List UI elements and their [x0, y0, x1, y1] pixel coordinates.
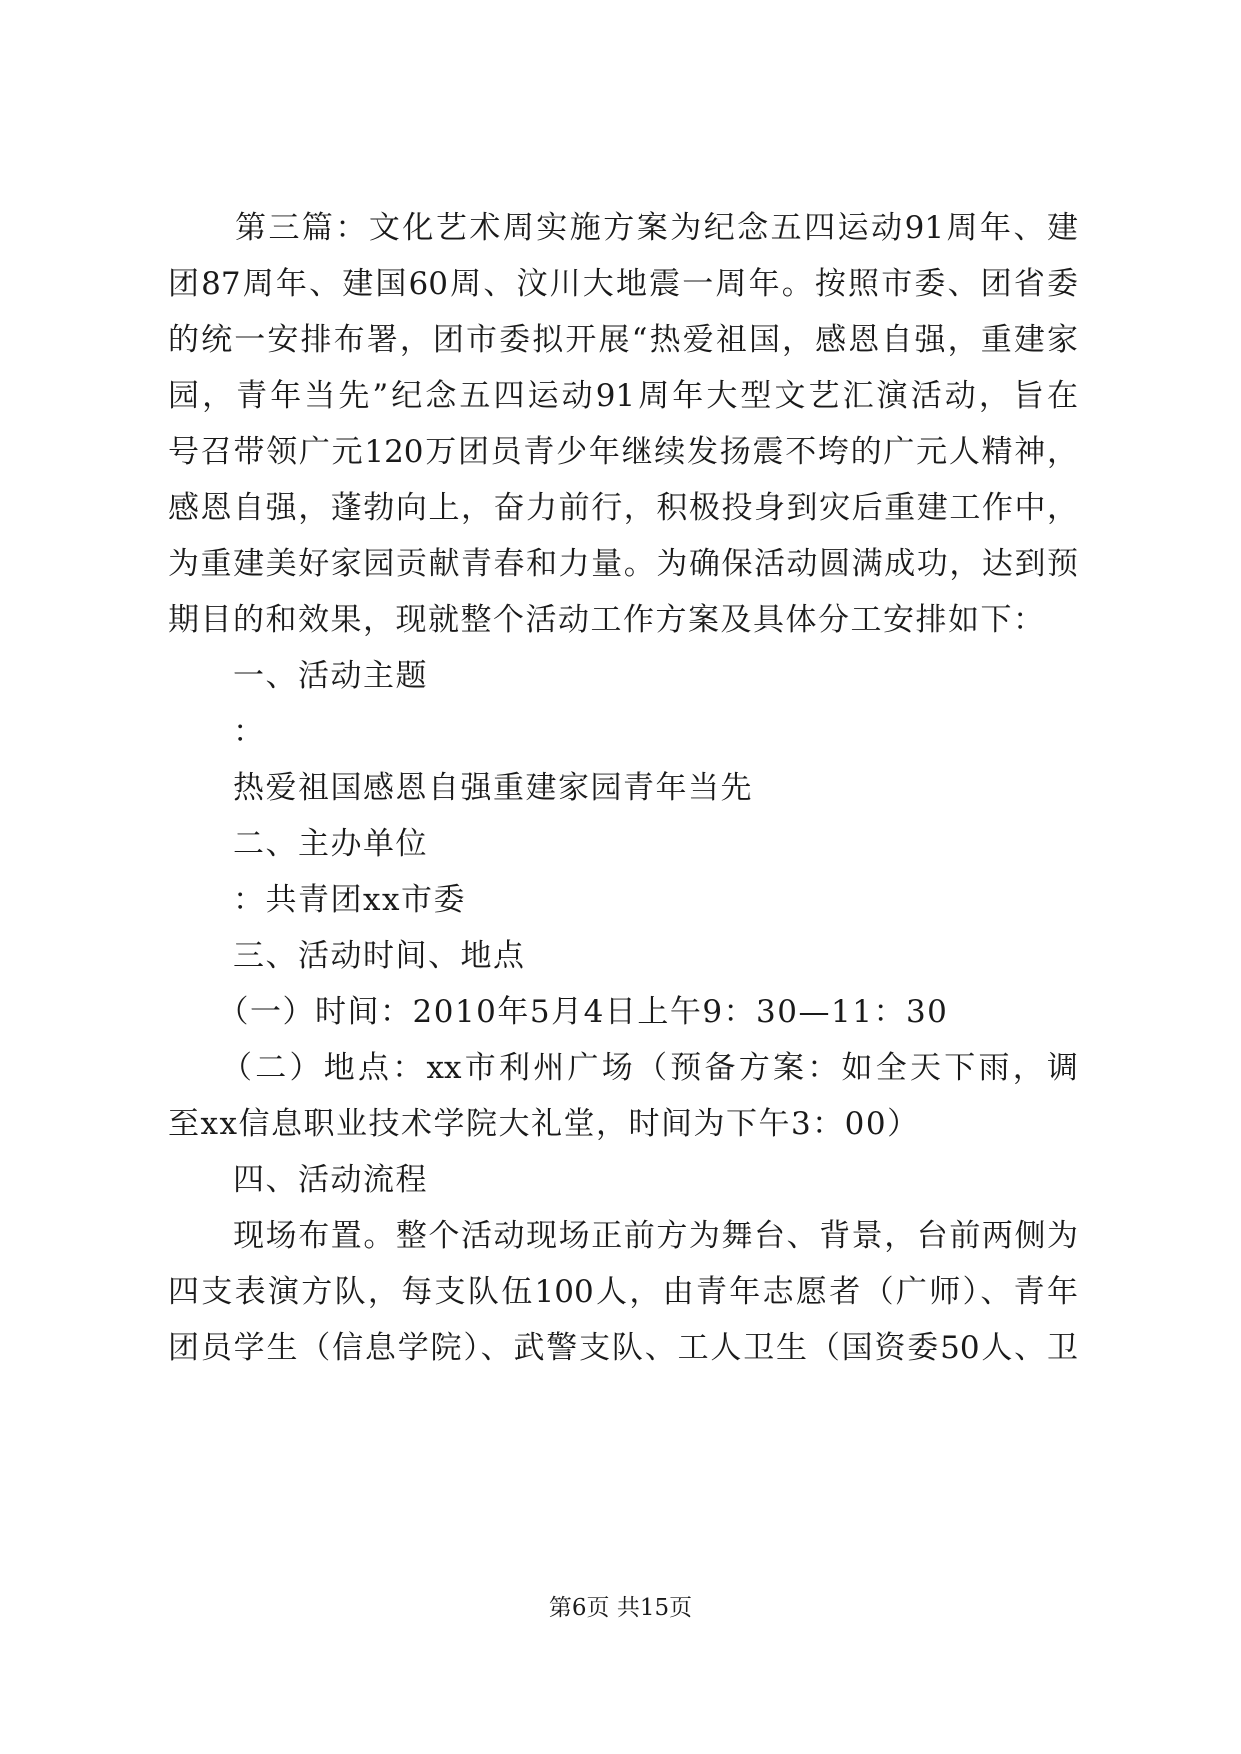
section-heading: 二、主办单位: [168, 826, 428, 862]
page-number: 第6页 共15页: [548, 1595, 693, 1621]
paragraph-line: 为重建美好家园贡献青春和力量。为确保活动圆满成功，达到预: [168, 546, 1078, 582]
paragraph-line: 的统一安排布署，团市委拟开展“热爱祖国，感恩自强，重建家: [168, 322, 1078, 358]
section-heading: 四、活动流程: [168, 1162, 428, 1198]
paragraph-line: 号召带领广元120万团员青少年继续发扬震不垮的广元人精神，: [168, 434, 1078, 470]
paragraph-line: 园，青年当先”纪念五四运动91周年大型文艺汇演活动，旨在: [168, 378, 1078, 414]
paragraph-line: 感恩自强，蓬勃向上，奋力前行，积极投身到灾后重建工作中，: [168, 490, 1078, 526]
section-heading: 一、活动主题: [168, 658, 428, 694]
paragraph-line: 团87周年、建国60周、汶川大地震一周年。按照市委、团省委: [168, 266, 1078, 302]
paragraph-line: 期目的和效果，现就整个活动工作方案及具体分工安排如下：: [168, 602, 1046, 638]
paragraph-line: 热爱祖国感恩自强重建家园青年当先: [168, 770, 753, 806]
paragraph-line: 四支表演方队，每支队伍100人，由青年志愿者（广师）、青年: [168, 1274, 1078, 1310]
paragraph-line: 现场布置。整个活动现场正前方为舞台、背景，台前两侧为: [168, 1218, 1078, 1254]
paragraph-line: （二）地点：xx市利州广场（预备方案：如全天下雨，调: [168, 1050, 1078, 1086]
paragraph-line: ：: [168, 714, 266, 750]
paragraph-line: 至xx信息职业技术学院大礼堂，时间为下午3：00）: [168, 1106, 920, 1142]
paragraph-line: ：共青团xx市委: [168, 882, 466, 918]
paragraph-line: 团员学生（信息学院）、武警支队、工人卫生（国资委50人、卫: [168, 1330, 1078, 1366]
paragraph-line: 第三篇：文化艺术周实施方案为纪念五四运动91周年、建: [168, 210, 1078, 246]
section-heading: 三、活动时间、地点: [168, 938, 526, 974]
paragraph-line: （一）时间：2010年5月4日上午9：30—11：30: [168, 994, 949, 1030]
